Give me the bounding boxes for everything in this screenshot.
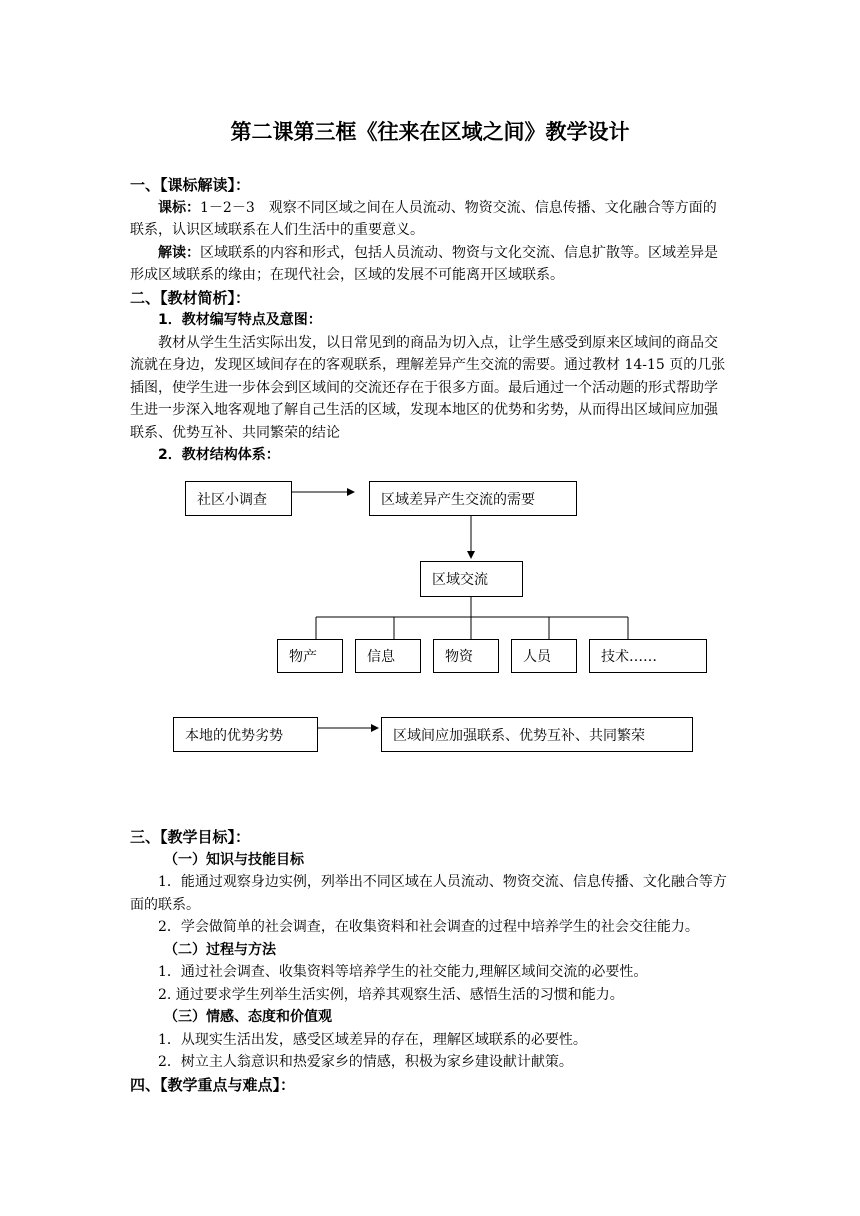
box-item-personnel: 人员 (511, 639, 577, 673)
subheading: 2．教材结构体系： (158, 447, 280, 463)
standard-text: 1－2－3 观察不同区域之间在人员流动、物资交流、信息传播、文化融合等方面的联系，认识区域联系在人们生活中的重要意义。 (130, 199, 717, 238)
box-survey: 社区小调查 (185, 481, 292, 516)
standard-paragraph (130, 197, 730, 242)
section-heading: 一、【课标解读】： (130, 176, 251, 194)
box-item-materials: 物资 (433, 639, 499, 673)
subheading: （二）过程与方法 (164, 941, 276, 958)
subheading: （一）知识与技能目标 (164, 851, 304, 868)
box-need: 区域差异产生交流的需要 (369, 481, 577, 516)
box-exchange: 区域交流 (420, 561, 523, 597)
box-item-products: 物产 (277, 639, 343, 673)
box-item-technology: 技术…… (589, 639, 707, 673)
interpretation-paragraph (130, 242, 730, 287)
section-heading: 四、【教学重点与难点】： (130, 1075, 296, 1094)
textbook-paragraph: 教材从学生生活实际出发，以日常见到的商品为切入点，让学生感受到原来区域间的商品交流就在身边，发现区域间存在的客观联系，理解差异产生交流的需要。通过教材 14-15 页的几张插图，使学生进一步体会到区域间的交流还存在于很多方面。最后通过一个活动题的形式帮助学生进一步深入地客观地了解自己生活的区域，发现本地区的优势和劣势，从而得出区域间应加强联系、优势互补、共同繁荣的结论 (130, 334, 726, 441)
objective-item: 2．学会做简单的社会调查，在收集资料和社会调查的过程中培养学生的社会交往能力。 (158, 919, 699, 935)
standard-label: 课标： (158, 199, 200, 216)
objective-item: 1．能通过观察身边实例，列举出不同区域在人员流动、物资交流、信息传播、文化融合等方面的联系。 (130, 874, 727, 913)
objective-item: 2．树立主人翁意识和热爱家乡的情感，积极为家乡建设献计献策。 (158, 1054, 573, 1070)
section-curriculum (130, 174, 730, 467)
box-local: 本地的优势劣势 (173, 717, 318, 752)
document-title: 第二课第三框《往来在区域之间》教学设计 (230, 120, 630, 144)
objective-item: 1．通过社会调查、收集资料等培养学生的社交能力,理解区域间交流的必要性。 (158, 964, 648, 980)
box-item-information: 信息 (355, 639, 421, 673)
objective-item: 1．从现实生活出发，感受区域差异的存在，理解区域联系的必要性。 (158, 1031, 587, 1048)
subheading: 1．教材编写特点及意图： (158, 312, 322, 328)
subheading: （三）情感、态度和价值观 (164, 1009, 332, 1025)
section-heading: 二、【教材简析】： (130, 288, 251, 307)
interpretation-label: 解读： (158, 244, 200, 261)
section-objectives (130, 826, 730, 1096)
interpretation-text: 区域联系的内容和形式，包括人员流动、物资与文化交流、信息扩散等。区域差异是形成区域联系的缘由；在现代社会，区域的发展不可能离开区域联系。 (130, 244, 718, 283)
box-conclusion: 区域间应加强联系、优势互补、共同繁荣 (381, 717, 693, 752)
objective-item: 2. 通过要求学生列举生活实例，培养其观察生活、感悟生活的习惯和能力。 (158, 986, 624, 1003)
section-heading: 三、【教学目标】： (130, 828, 251, 846)
